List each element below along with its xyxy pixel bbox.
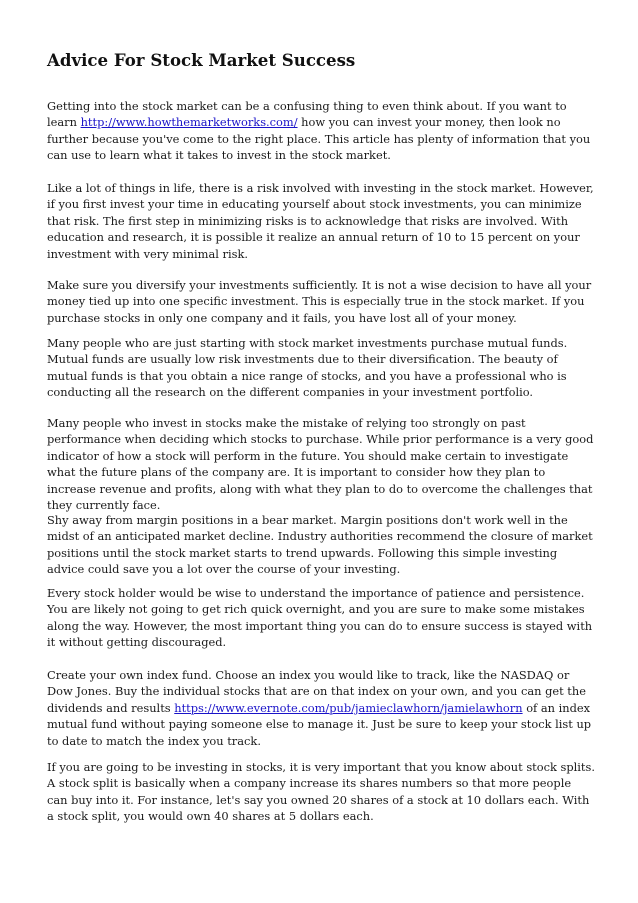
paragraph-stock-splits: If you are going to be investing in stocks, it is very important that you know about stock splits. A stock split is basically when a company increase its shares numbers so that more people can buy into it. For instance, let's say you owned 20 shares of a stock at 10 dollars each. With a stock split, you would own 40 shares at 5 dollars each. — [47, 760, 595, 824]
paragraph-mutual-funds: Many people who are just starting with stock market investments purchase mutual funds. Mutual funds are usually low risk investments due to their diversification. The beauty of mutual funds is that you obtain a nice range of stocks, and you have a professional who is conducting all the research on the different companies in your investment portfolio. — [47, 336, 568, 400]
paragraph-index-fund — [47, 667, 595, 749]
paragraph-text: how you can invest your money, then look no further because you've come to the right place. This article has plenty of information that you can use to learn what it takes to invest in the stock market. — [47, 115, 591, 163]
paragraph-text: Create your own index fund. Choose an index you would like to track, like the NASDAQ or Dow Jones. Buy the individual stocks that are on that index on your own, and you can get the dividends and results — [47, 668, 586, 715]
paragraph-margin-positions: Shy away from margin positions in a bear market. Margin positions don't work well in the midst of an anticipated market decline. Industry authorities recommend the closure of market positions until the stock market starts to trend upwards. Following this simple investing advice could save you a lot over the course of your investing. — [47, 513, 593, 577]
paragraph-diversify: Make sure you diversify your investments sufficiently. It is not a wise decision to have all your money tied up into one specific investment. This is especially true in the stock market. If you purchase stocks in only one company and it fails, you have lost all of your money. — [47, 278, 592, 325]
paragraph-text: of an index mutual fund without paying someone else to manage it. Just be sure to keep your stock list up to date to match the index you track. — [47, 700, 592, 748]
paragraph-intro — [47, 98, 595, 164]
paragraph-patience: Every stock holder would be wise to understand the importance of patience and persistence. You are likely not going to get rich quick overnight, and you are sure to make some mistakes along the way. However, the most important thing you can do to ensure success is stayed with it without getting discouraged. — [47, 586, 593, 650]
document-title: Advice For Stock Market Success — [47, 50, 356, 70]
paragraph-text: Getting into the stock market can be a confusing thing to even think about. If you want to learn — [47, 99, 567, 130]
paragraph-risk: Like a lot of things in life, there is a risk involved with investing in the stock market. However, if you first invest your time in educating yourself about stock investments, you can minimize that risk. The first step in minimizing risks is to acknowledge that risks are involved. With education and research, it is possible it realize an annual return of 10 to 15 percent on your investment with very minimal risk. — [47, 181, 594, 261]
howthemarketworks-link[interactable]: http://www.howthemarketworks.com/ — [80, 115, 298, 130]
paragraph-past-performance: Many people who invest in stocks make the mistake of relying too strongly on past performance when deciding which stocks to purchase. While prior performance is a very good indicator of how a stock will perform in the future. You should make certain to investigate what the future plans of the company are. It is important to consider how they plan to increase revenue and profits, along with what they plan to do to overcome the challenges that they currently face. — [47, 416, 594, 513]
evernote-link[interactable]: https://www.evernote.com/pub/jamieclawhorn/jamielawhorn — [174, 700, 523, 715]
